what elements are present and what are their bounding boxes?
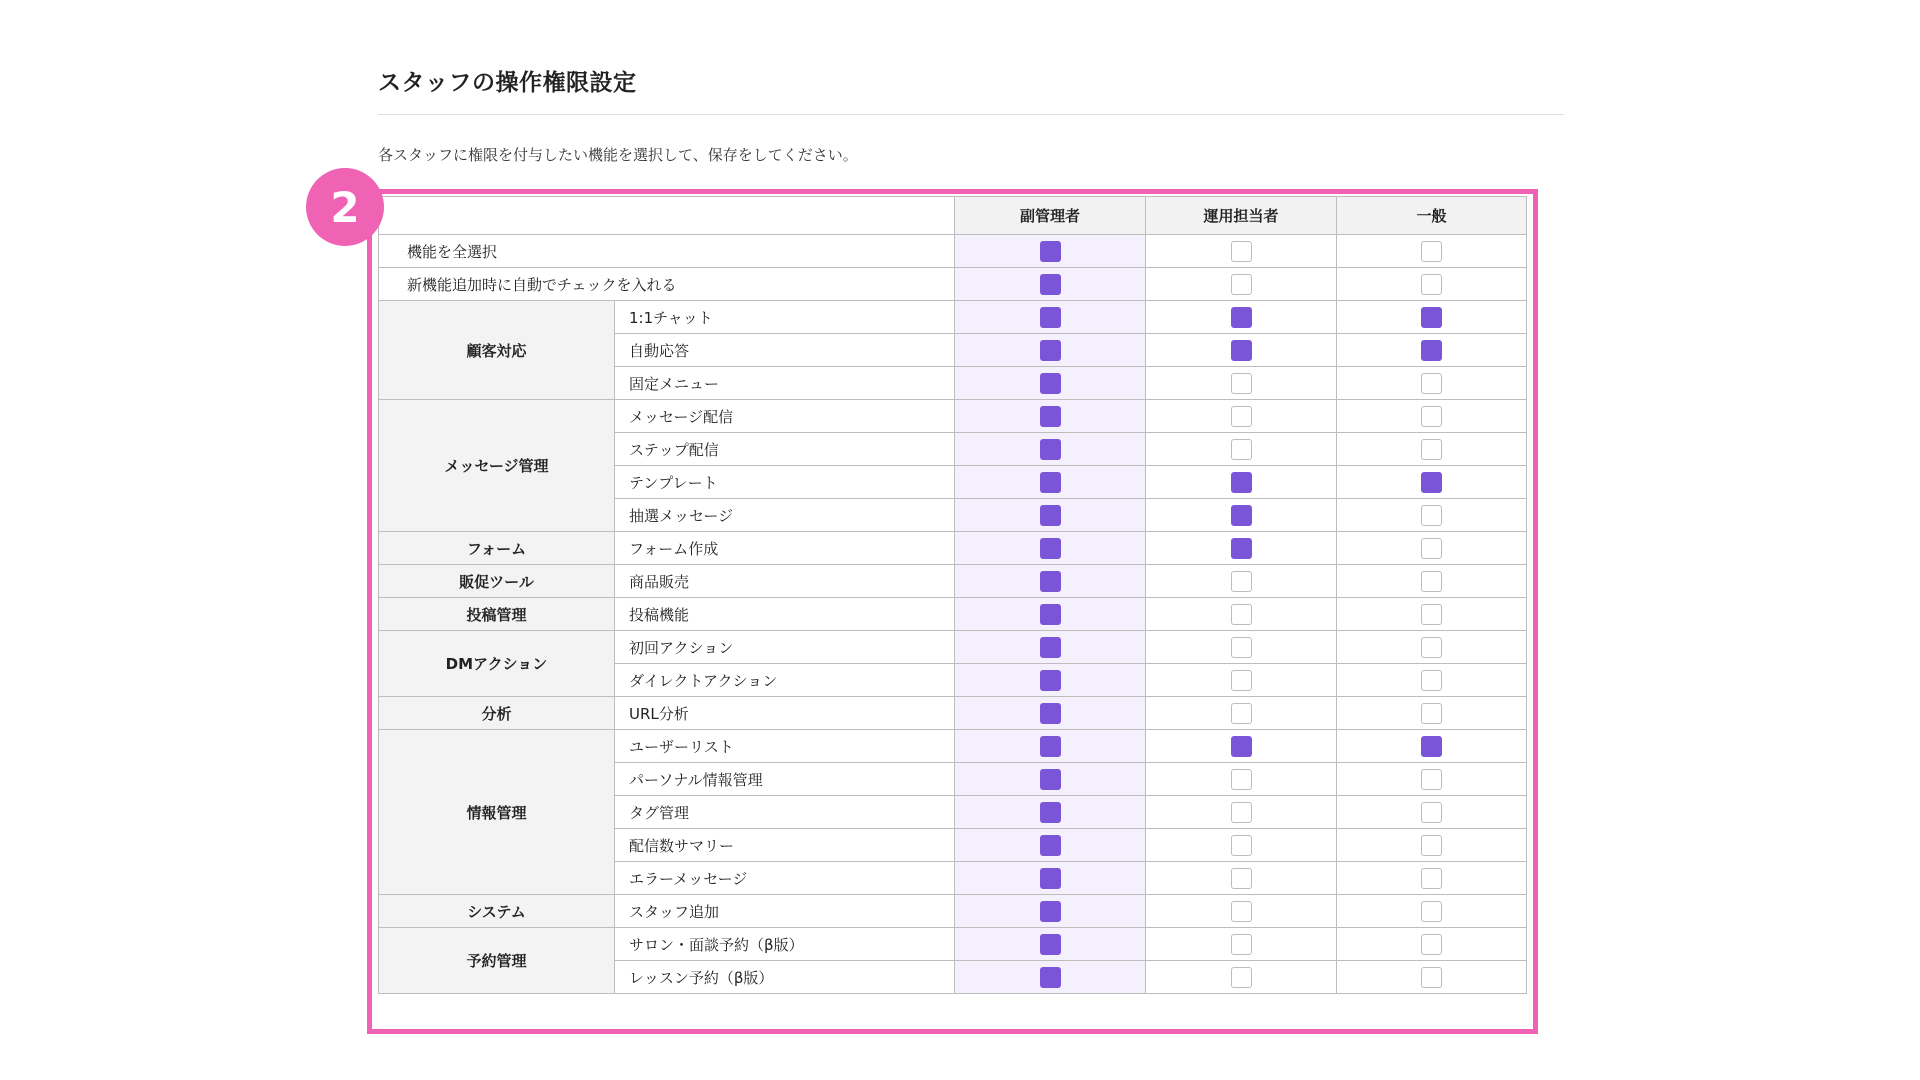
feature-cell: 抽選メッセージ: [615, 499, 955, 532]
permission-checkbox[interactable]: [1231, 835, 1252, 856]
permission-checkbox[interactable]: [1040, 604, 1061, 625]
permission-checkbox[interactable]: [1231, 538, 1252, 559]
checkbox-cell-general: [1337, 961, 1527, 994]
checkbox-cell-sub-admin: [955, 928, 1146, 961]
permission-checkbox[interactable]: [1421, 406, 1442, 427]
permission-checkbox[interactable]: [1231, 571, 1252, 592]
permission-checkbox[interactable]: [1231, 274, 1252, 295]
permission-checkbox[interactable]: [1040, 835, 1061, 856]
checkbox-cell-general: [1337, 928, 1527, 961]
table-row: [379, 598, 1527, 631]
permission-checkbox[interactable]: [1421, 769, 1442, 790]
checkbox-cell-operator: [1146, 367, 1337, 400]
checkbox-cell-operator: [1146, 664, 1337, 697]
feature-cell: ユーザーリスト: [615, 730, 955, 763]
checkbox-cell-operator: [1146, 499, 1337, 532]
feature-cell: 投稿機能: [615, 598, 955, 631]
category-cell: フォーム: [379, 532, 615, 565]
permission-checkbox[interactable]: [1231, 373, 1252, 394]
permission-checkbox[interactable]: [1421, 373, 1442, 394]
checkbox-cell-general: [1337, 565, 1527, 598]
checkbox-cell-operator: [1146, 334, 1337, 367]
permission-checkbox[interactable]: [1421, 439, 1442, 460]
category-cell: 販促ツール: [379, 565, 615, 598]
permission-checkbox[interactable]: [1040, 340, 1061, 361]
permission-checkbox[interactable]: [1040, 736, 1061, 757]
permission-checkbox[interactable]: [1421, 571, 1442, 592]
checkbox-cell-operator: [1146, 532, 1337, 565]
checkbox-cell-sub-admin: [955, 433, 1146, 466]
permission-checkbox[interactable]: [1421, 604, 1442, 625]
checkbox-cell-general: [1337, 235, 1527, 268]
row-label: 機能を全選択: [379, 235, 955, 268]
table-row: [379, 697, 1527, 730]
feature-cell: ステップ配信: [615, 433, 955, 466]
checkbox-cell-general: [1337, 862, 1527, 895]
feature-cell: URL分析: [615, 697, 955, 730]
permission-checkbox[interactable]: [1231, 241, 1252, 262]
permission-checkbox[interactable]: [1421, 934, 1442, 955]
table-row: [379, 532, 1527, 565]
checkbox-cell-general: [1337, 367, 1527, 400]
permission-checkbox[interactable]: [1040, 868, 1061, 889]
checkbox-cell-sub-admin: [955, 961, 1146, 994]
permission-checkbox[interactable]: [1421, 703, 1442, 724]
permission-checkbox[interactable]: [1040, 670, 1061, 691]
step-number-badge: 2: [306, 168, 384, 246]
feature-cell: 固定メニュー: [615, 367, 955, 400]
permission-checkbox[interactable]: [1040, 967, 1061, 988]
checkbox-cell-operator: [1146, 862, 1337, 895]
table-row: [379, 895, 1527, 928]
checkbox-cell-general: [1337, 697, 1527, 730]
feature-cell: レッスン予約（β版）: [615, 961, 955, 994]
checkbox-cell-sub-admin: [955, 235, 1146, 268]
permission-checkbox[interactable]: [1040, 274, 1061, 295]
category-cell: 情報管理: [379, 730, 615, 895]
permission-checkbox[interactable]: [1231, 604, 1252, 625]
page-description: 各スタッフに権限を付与したい機能を選択して、保存をしてください。: [378, 146, 858, 164]
checkbox-cell-operator: [1146, 928, 1337, 961]
checkbox-cell-sub-admin: [955, 664, 1146, 697]
checkbox-cell-sub-admin: [955, 565, 1146, 598]
permission-checkbox[interactable]: [1231, 868, 1252, 889]
category-cell: 分析: [379, 697, 615, 730]
checkbox-cell-operator: [1146, 301, 1337, 334]
checkbox-cell-sub-admin: [955, 829, 1146, 862]
permission-checkbox[interactable]: [1421, 868, 1442, 889]
checkbox-cell-operator: [1146, 730, 1337, 763]
feature-cell: 配信数サマリー: [615, 829, 955, 862]
checkbox-cell-general: [1337, 730, 1527, 763]
permission-checkbox[interactable]: [1421, 802, 1442, 823]
permission-checkbox[interactable]: [1231, 703, 1252, 724]
checkbox-cell-operator: [1146, 565, 1337, 598]
page-title: スタッフの操作権限設定: [378, 70, 637, 96]
table-row: [379, 235, 1527, 268]
permission-checkbox[interactable]: [1421, 637, 1442, 658]
permission-checkbox[interactable]: [1231, 670, 1252, 691]
checkbox-cell-sub-admin: [955, 532, 1146, 565]
checkbox-cell-general: [1337, 829, 1527, 862]
table-row: [379, 730, 1527, 763]
checkbox-cell-operator: [1146, 268, 1337, 301]
feature-cell: ダイレクトアクション: [615, 664, 955, 697]
permission-checkbox[interactable]: [1231, 934, 1252, 955]
checkbox-cell-general: [1337, 532, 1527, 565]
permission-checkbox[interactable]: [1421, 274, 1442, 295]
permission-checkbox[interactable]: [1231, 769, 1252, 790]
permission-checkbox[interactable]: [1421, 505, 1442, 526]
feature-cell: 1:1チャット: [615, 301, 955, 334]
permission-checkbox[interactable]: [1040, 901, 1061, 922]
table-row: [379, 631, 1527, 664]
permission-checkbox[interactable]: [1231, 505, 1252, 526]
checkbox-cell-sub-admin: [955, 730, 1146, 763]
checkbox-cell-operator: [1146, 796, 1337, 829]
checkbox-cell-sub-admin: [955, 499, 1146, 532]
permission-checkbox[interactable]: [1040, 637, 1061, 658]
checkbox-cell-operator: [1146, 763, 1337, 796]
title-divider: [378, 114, 1564, 115]
permission-checkbox[interactable]: [1040, 406, 1061, 427]
feature-cell: フォーム作成: [615, 532, 955, 565]
feature-cell: 初回アクション: [615, 631, 955, 664]
table-header-row: [379, 197, 1527, 235]
table-row: [379, 565, 1527, 598]
feature-cell: パーソナル情報管理: [615, 763, 955, 796]
checkbox-cell-operator: [1146, 631, 1337, 664]
checkbox-cell-sub-admin: [955, 334, 1146, 367]
checkbox-cell-sub-admin: [955, 268, 1146, 301]
permission-checkbox[interactable]: [1231, 340, 1252, 361]
table-row: [379, 268, 1527, 301]
table-row: [379, 400, 1527, 433]
checkbox-cell-general: [1337, 466, 1527, 499]
permission-checkbox[interactable]: [1421, 538, 1442, 559]
checkbox-cell-general: [1337, 400, 1527, 433]
checkbox-cell-operator: [1146, 961, 1337, 994]
permission-checkbox[interactable]: [1040, 538, 1061, 559]
checkbox-cell-sub-admin: [955, 631, 1146, 664]
checkbox-cell-operator: [1146, 697, 1337, 730]
permission-checkbox[interactable]: [1040, 373, 1061, 394]
checkbox-cell-general: [1337, 631, 1527, 664]
permission-checkbox[interactable]: [1421, 340, 1442, 361]
checkbox-cell-operator: [1146, 400, 1337, 433]
table-row: [379, 928, 1527, 961]
checkbox-cell-general: [1337, 334, 1527, 367]
permission-checkbox[interactable]: [1421, 901, 1442, 922]
permission-checkbox[interactable]: [1040, 703, 1061, 724]
permission-checkbox[interactable]: [1231, 802, 1252, 823]
checkbox-cell-sub-admin: [955, 400, 1146, 433]
permission-checkbox[interactable]: [1040, 241, 1061, 262]
permission-checkbox[interactable]: [1040, 472, 1061, 493]
feature-cell: 商品販売: [615, 565, 955, 598]
permission-checkbox[interactable]: [1040, 505, 1061, 526]
permission-checkbox[interactable]: [1421, 736, 1442, 757]
permission-table: [378, 196, 1527, 994]
permission-checkbox[interactable]: [1040, 769, 1061, 790]
checkbox-cell-sub-admin: [955, 796, 1146, 829]
permission-checkbox[interactable]: [1421, 472, 1442, 493]
checkbox-cell-general: [1337, 664, 1527, 697]
permission-checkbox[interactable]: [1231, 307, 1252, 328]
column-header-general: 一般: [1337, 197, 1527, 235]
checkbox-cell-sub-admin: [955, 895, 1146, 928]
permission-checkbox[interactable]: [1421, 670, 1442, 691]
permission-checkbox[interactable]: [1231, 472, 1252, 493]
feature-cell: サロン・面談予約（β版）: [615, 928, 955, 961]
feature-cell: スタッフ追加: [615, 895, 955, 928]
checkbox-cell-operator: [1146, 466, 1337, 499]
checkbox-cell-general: [1337, 301, 1527, 334]
checkbox-cell-operator: [1146, 598, 1337, 631]
checkbox-cell-sub-admin: [955, 367, 1146, 400]
checkbox-cell-operator: [1146, 895, 1337, 928]
permission-checkbox[interactable]: [1040, 439, 1061, 460]
category-cell: 予約管理: [379, 928, 615, 994]
checkbox-cell-sub-admin: [955, 301, 1146, 334]
feature-cell: タグ管理: [615, 796, 955, 829]
checkbox-cell-general: [1337, 268, 1527, 301]
feature-cell: テンプレート: [615, 466, 955, 499]
checkbox-cell-general: [1337, 895, 1527, 928]
permission-checkbox[interactable]: [1231, 967, 1252, 988]
checkbox-cell-sub-admin: [955, 466, 1146, 499]
category-cell: 投稿管理: [379, 598, 615, 631]
checkbox-cell-operator: [1146, 829, 1337, 862]
category-cell: DMアクション: [379, 631, 615, 697]
permission-checkbox[interactable]: [1421, 241, 1442, 262]
feature-cell: メッセージ配信: [615, 400, 955, 433]
checkbox-cell-sub-admin: [955, 598, 1146, 631]
permission-table-body: [379, 235, 1527, 994]
permission-checkbox[interactable]: [1421, 307, 1442, 328]
category-cell: 顧客対応: [379, 301, 615, 400]
checkbox-cell-general: [1337, 598, 1527, 631]
checkbox-cell-operator: [1146, 433, 1337, 466]
permission-checkbox[interactable]: [1040, 934, 1061, 955]
checkbox-cell-general: [1337, 433, 1527, 466]
permission-checkbox[interactable]: [1421, 835, 1442, 856]
permission-checkbox[interactable]: [1040, 571, 1061, 592]
feature-cell: エラーメッセージ: [615, 862, 955, 895]
category-cell: メッセージ管理: [379, 400, 615, 532]
permission-checkbox[interactable]: [1231, 406, 1252, 427]
permission-checkbox[interactable]: [1231, 637, 1252, 658]
header-empty-cell: [379, 197, 955, 235]
checkbox-cell-operator: [1146, 235, 1337, 268]
permission-checkbox[interactable]: [1040, 802, 1061, 823]
column-header-sub-admin: 副管理者: [955, 197, 1146, 235]
table-row: [379, 301, 1527, 334]
permission-checkbox[interactable]: [1231, 736, 1252, 757]
checkbox-cell-sub-admin: [955, 763, 1146, 796]
row-label: 新機能追加時に自動でチェックを入れる: [379, 268, 955, 301]
permission-checkbox[interactable]: [1231, 901, 1252, 922]
checkbox-cell-general: [1337, 763, 1527, 796]
checkbox-cell-general: [1337, 796, 1527, 829]
permission-checkbox[interactable]: [1040, 307, 1061, 328]
permission-checkbox[interactable]: [1231, 439, 1252, 460]
feature-cell: 自動応答: [615, 334, 955, 367]
permission-checkbox[interactable]: [1421, 967, 1442, 988]
category-cell: システム: [379, 895, 615, 928]
checkbox-cell-sub-admin: [955, 697, 1146, 730]
checkbox-cell-general: [1337, 499, 1527, 532]
column-header-operator: 運用担当者: [1146, 197, 1337, 235]
checkbox-cell-sub-admin: [955, 862, 1146, 895]
